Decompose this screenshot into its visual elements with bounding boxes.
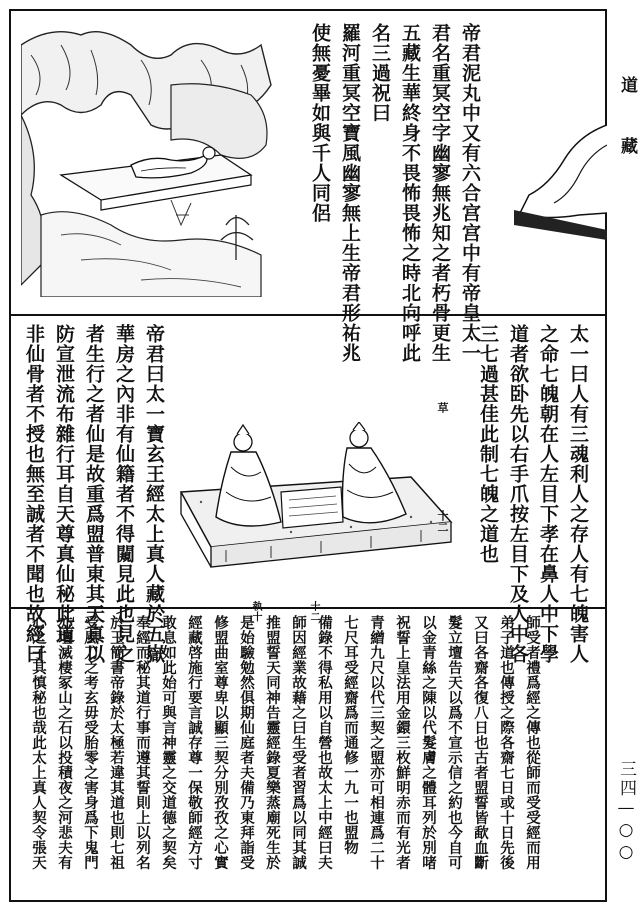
text-column: 防宣泄流布雜行耳自天尊真仙秘此道 [53,324,75,644]
text-column: 亦壇滅棲冢山之石以投積夜之河悲夫有 [56,615,73,870]
text-column: 又曰各齋各復八日也古者盟誓皆歃血斷 [472,615,489,870]
text-column: 祝誓上皇法用金鐶三枚鮮明赤而有光者 [394,615,411,870]
text-column: 備錄不得私用以自營也故太上中經曰夫 [316,615,333,870]
panel3-text [25,615,545,870]
text-column: 以金青絲之陳以代髮膚之體耳列於別啫 [420,615,437,870]
text-column: 使無憂畢如與千人同侶 [309,23,331,223]
text-column: 君名重冥空字幽寥無兆知之者朽骨更生 [429,23,451,363]
text-column: 受風刀之考玄毋受胎零之害身爲下鬼門 [82,615,99,870]
text-column: 修盟曲室尊卑以顯三契分別孜孜之心實 [212,615,229,870]
text-column: 者生行之者仙是故重爲盟普東其天真以 [83,324,105,664]
edge-ornament [509,115,607,245]
text-column: 於玉簡書帝錄於太極若違其道也則七祖 [108,615,125,870]
text-column: 羅河重冥空寶風幽寥無上生帝君形祐兆 [339,23,361,363]
text-column: 帝君曰太一寶玄王經太上真人藏於五嶽 [143,324,165,664]
panel1-text [307,23,483,363]
annotation-mark: 十二 [308,601,319,622]
text-column: 青繒九尺以代三契之盟亦可相連爲二十 [368,615,385,870]
margin-page-number: 三四—○○ [616,760,636,864]
annotation-mark: 執十 [250,601,261,622]
text-column: 是始驗勉然俱期仙庭者夫備乃東拜詣受 [238,615,255,870]
landscape-illustration [21,25,281,297]
margin-title: 道 藏 [617,76,637,166]
text-column: 五藏生華終身不畏怖畏怖之時北向呼此 [399,23,421,363]
text-column: 之命七魄朝在人左目下孝在鼻人中下學 [537,324,559,664]
text-column: 帝君泥丸中又有六合宫宫中有帝皇太一 [459,23,481,363]
text-column: 奉經而秘其道行事而遵其誓則上以列名 [134,615,151,870]
text-column: 師受者禮爲經之傳也從師而受受經而用 [524,615,541,870]
text-column: 非仙骨者不授也無至誠者不聞也故經曰 [23,324,45,664]
text-column: 經藏啓施行要言誠存尊一保敬師經方寸 [186,615,203,870]
panel-top [11,11,605,363]
illus-mark: 草 [436,402,449,414]
text-column: 弟子道也傳授之際各齋七日或十日先後 [498,615,515,870]
text-column: 華房之內非有仙籍者不得闚見此也見之 [113,324,135,664]
text-column: 心之子其慎秘也哉此太上真人契令張天 [30,615,47,870]
text-column: 名三過祝曰 [369,23,391,123]
panel-bottom [11,601,605,900]
text-column: 敢息如此始可與言神靈之交道德之契矣 [160,615,177,870]
text-column: 推盟誓天同神告靈經錄夏樂蒸廟死生於 [264,615,281,870]
illus-mark: 十二 [436,510,449,533]
text-column: 師因經業故藉之曰生受者習爲以同其誠 [290,615,307,870]
text-column: 髮立壇告天以爲不宣示信之約也今自可 [446,615,463,870]
text-column: 道者欲卧先以右手爪按左目下及人中各 [507,324,529,664]
text-column: 七尺耳受經齋爲而通修一九一也盟物 [342,615,359,855]
page-frame [9,9,607,902]
two-figures-illustration [171,422,459,602]
text-column: 三七過甚佳此制七魄之道也 [477,324,499,564]
text-column: 太一曰人有三魂利人之存人有七魄害人 [567,324,589,664]
